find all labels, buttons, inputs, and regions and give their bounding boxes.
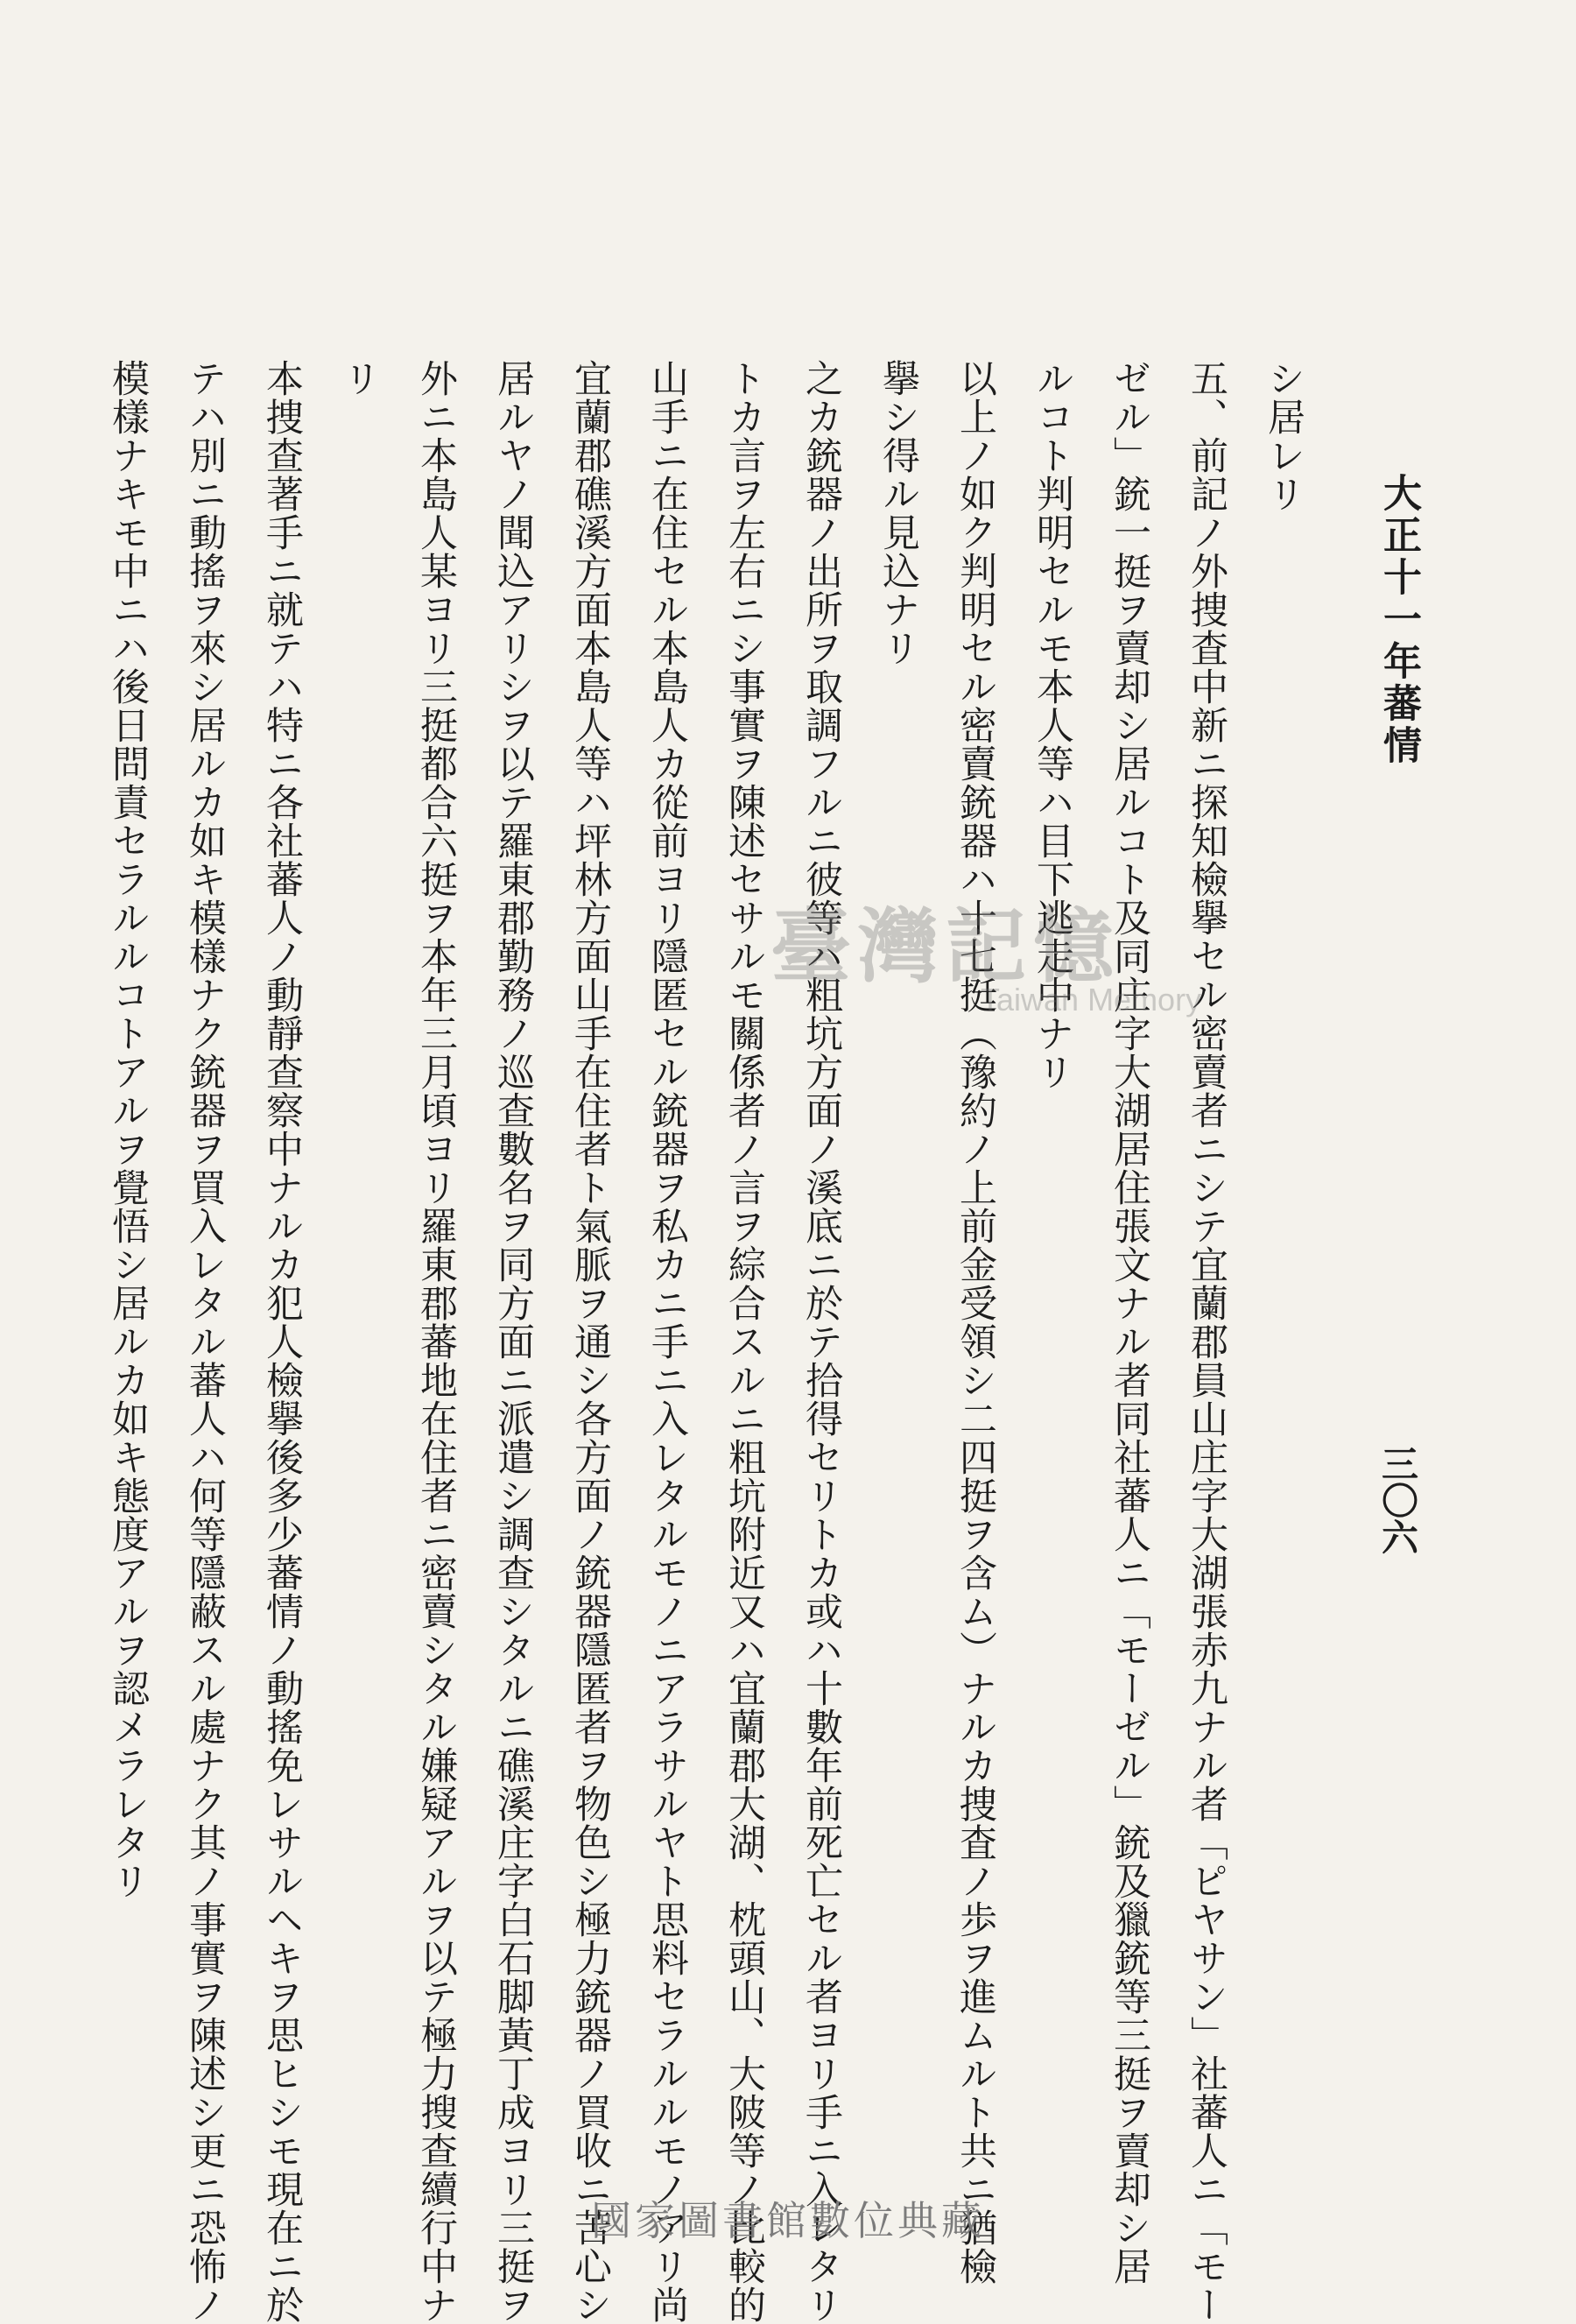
watermark-english: Taiwan Memory [981,982,1202,1018]
text-line: 居ルヤノ聞込アリシヲ以テ羅東郡勤務ノ巡查數名ヲ同方面ニ派遣シ調查シタルニ礁溪庄字白石脚黃丁成ヨリ三挺ヲ [491,359,535,2324]
text-line: リ [337,359,381,398]
text-line: 外ニ本島人某ヨリ三挺都合六挺ヲ本年三月頃ヨリ羅東郡蕃地在住者ニ密賣シタル嫌疑アルヲ以テ極力搜查續行中ナ [414,359,458,2324]
text-line: ゼル」銃一挺ヲ賣却シ居ルコト及同庄字大湖居住張文ナル者同社蕃人ニ「モーゼル」銃及獵銃等三挺ヲ賣却シ居 [1108,359,1151,2285]
text-line: 宜蘭郡礁溪方面本島人等ハ坪林方面山手在住者ト氣脈ヲ通シ各方面ノ銃器隱匿者ヲ物色シ極力銃器ノ買收ニ苦心シ [568,359,612,2324]
text-line: テハ別ニ動搖ヲ來シ居ルカ如キ模樣ナク銃器ヲ買入レタル蕃人ハ何等隱蔽スル處ナク其ノ事實ヲ陳述シ更ニ恐怖ノ [183,359,227,2324]
text-line: 山手ニ在住セル本島人カ從前ヨリ隱匿セル銃器ヲ私カニ手ニ入レタルモノニアラサルヤト思料セラルルモノアリ尚 [645,359,689,2324]
text-line: 模樣ナキモ中ニハ後日問責セラルルコトアルヲ覺悟シ居ルカ如キ態度アルヲ認メラレタリ [106,359,150,1900]
text-line: 以上ノ如ク判明セル密賣銃器ハ十七挺（豫約ノ上前金受領シ二四挺ヲ含ム）ナルカ捜査ノ歩ヲ進ムルト共ニ猶檢 [953,359,997,2285]
text-line: 五、前記ノ外捜査中新ニ探知檢擧セル密賣者ニシテ宜蘭郡員山庄字大湖張赤九ナル者「ピヤサン」社蕃人ニ「モー [1185,359,1228,2324]
text-line: 本捜查著手ニ就テハ特ニ各社蕃人ノ動靜查察中ナルカ犯人檢擧後多少蕃情ノ動搖免レサルヘキヲ思ヒシモ現在ニ於 [260,359,304,2324]
footer-credit: 國家圖書館數位典藏 [591,2197,985,2244]
page-number: 三〇六 [1376,1445,1419,1555]
text-line: ルコト判明セルモ本人等ハ目下逃走中ナリ [1031,359,1074,1091]
running-header-title: 大正十一年蕃情 [1376,473,1421,767]
text-line: シ居レリ [1262,359,1305,513]
text-line: 擧シ得ル見込ナリ [876,359,920,667]
watermark-logo [770,899,1261,1073]
watermark-chinese: 臺灣記憶 [770,899,1122,994]
text-line: 之カ銃器ノ出所ヲ取調フルニ彼等ハ粗坑方面ノ溪底ニ於テ拾得セリトカ或ハ十數年前死亡セル者ヨリ手ニ入レタリ [799,359,843,2324]
text-line: トカ言ヲ左右ニシ事實ヲ陳述セサルモ關係者ノ言ヲ綜合スルニ粗坑附近又ハ宜蘭郡大湖、枕頭山、大陂等ノ比較的 [722,359,766,2324]
